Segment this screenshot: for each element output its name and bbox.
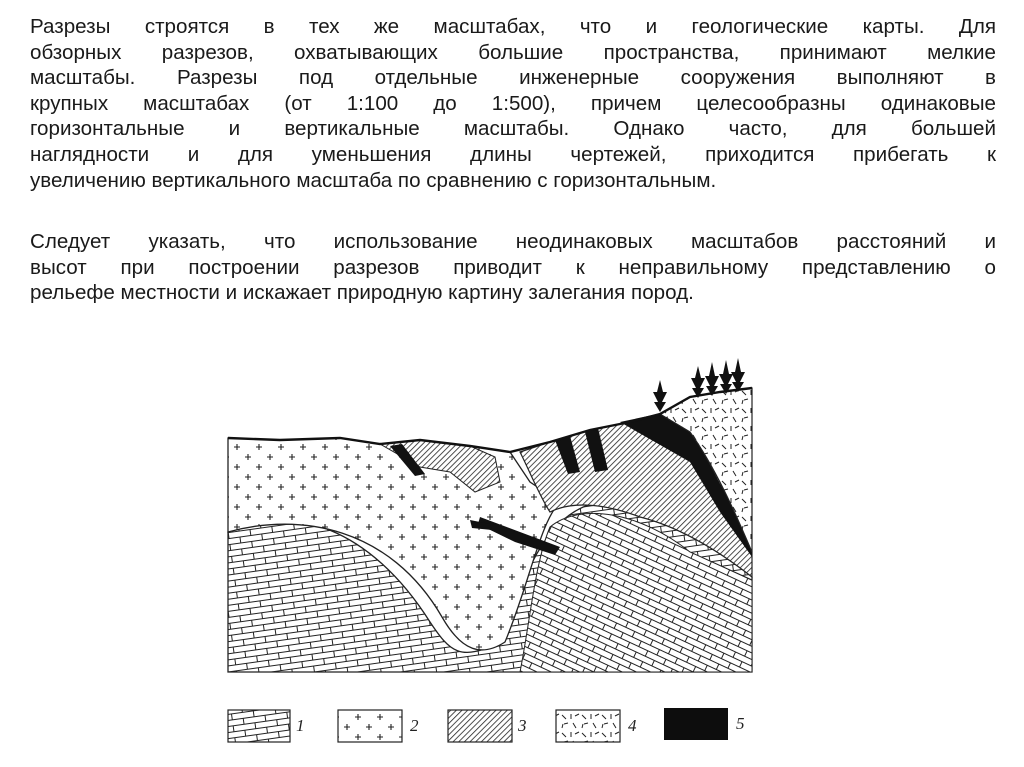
hatch-icon [448,710,512,742]
tree-icon [653,380,667,412]
paragraph-1-line: горизонтальные и вертикальные масштабы. Однако часто, для большей [30,117,996,141]
legend-item-4 [556,710,637,742]
tree-icon [705,362,719,396]
paragraph-1-line: увеличению вертикального масштаба по сравнению с горизонтальным. [30,168,717,192]
paragraph-2-line: рельефе местности и искажает природную картину залегания пород. [30,281,694,305]
brick-icon [228,710,290,742]
paragraph-1-line: обзорных разрезов, охватывающих большие пространства, принимают мелкие [30,40,996,64]
paragraph-1-line: масштабы. Разрезы под отдельные инженерные сооружения выполняют в [30,66,996,90]
paragraph-2 [30,229,996,306]
legend-number: 5 [736,714,745,733]
legend-number: 4 [628,716,637,735]
legend [228,708,745,742]
tree-icon [719,360,733,394]
legend-item-2 [338,710,419,742]
legend-number: 2 [410,716,419,735]
legend-item-3 [448,710,527,742]
legend-item-1 [228,710,305,742]
tree-icon [731,358,745,392]
paragraph-2-line: Следует указать, что использование неодинаковых масштабов расстояний и [30,230,996,253]
geological-section-figure [220,352,765,752]
paragraph-1-line: Разрезы строятся в тех же масштабах, что и геологические карты. Для [30,15,996,38]
paragraph-1 [30,14,996,193]
legend-number: 1 [296,716,305,735]
paragraph-1-line: наглядности и для уменьшения длины чертежей, приходится прибегать к [30,142,996,166]
dashes-icon [556,710,620,742]
tree-icon [691,366,705,398]
paragraph-2-line: высот при построении разрезов приводит к неправильному представлению о [30,255,996,279]
crosses-icon [338,710,402,742]
paragraph-1-line: крупных масштабах (от 1:100 до 1:500), причем целесообразны одинаковые [30,91,996,115]
legend-item-5 [664,708,745,740]
solid-black-icon [664,708,728,740]
legend-number: 3 [518,716,527,735]
